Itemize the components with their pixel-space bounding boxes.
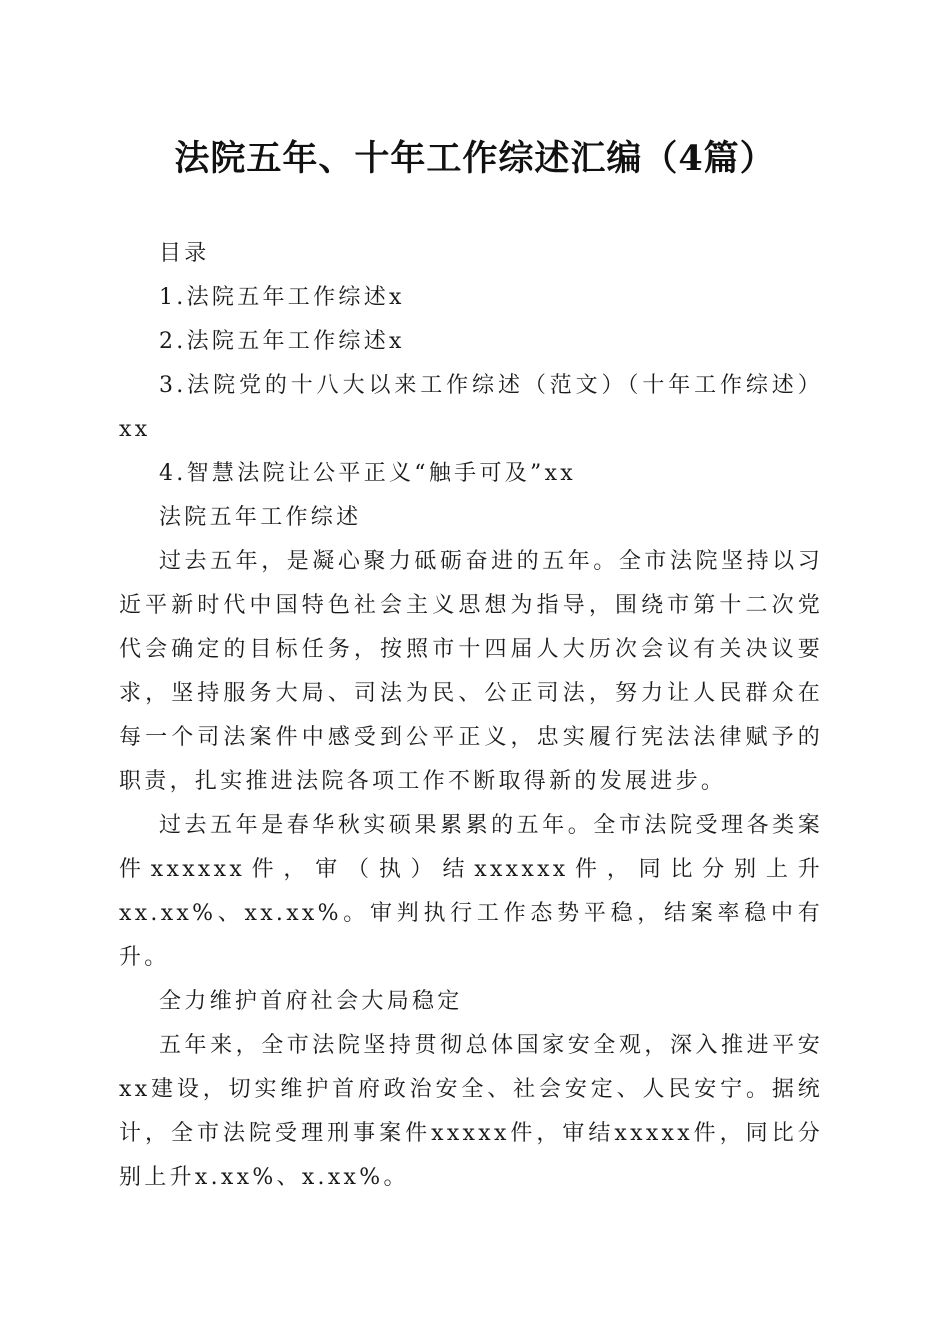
toc-item: 2.法院五年工作综述x [159,329,405,354]
document-title: 法院五年、十年工作综述汇编（4篇） [174,138,776,179]
subheading: 全力维护首府社会大局稳定 [159,989,463,1014]
paragraph: 过去五年，是凝心聚力砥砺奋进的五年。全市法院坚持以习近平新时代中国特色社会主义思想为指导，围绕市第十二次党代会确定的目标任务，按照市十四届人大历次会议有关决议要求，坚持服务大局、司法为民、公正司法，努力让人民群众在每一个司法案件中感受到公平正义，忠实履行宪法法律赋予的职责，扎实推进法院各项工作不断取得新的发展进步。 [119,549,823,794]
toc-item: 3.法院党的十八大以来工作综述（范文）（十年工作综述）xx [119,373,823,442]
document-body [119,232,823,1200]
paragraph: 五年来，全市法院坚持贯彻总体国家安全观，深入推进平安xx建设，切实维护首府政治安全、社会安定、人民安宁。据统计，全市法院受理刑事案件xxxxx件，审结xxxxx件，同比分别上升x.xx%、x.xx%。 [119,1033,823,1190]
paragraph: 过去五年是春华秋实硕果累累的五年。全市法院受理各类案件xxxxxx件，审（执）结xxxxxx件，同比分别上升xx.xx%、xx.xx%。审判执行工作态势平稳，结案率稳中有升。 [119,813,823,970]
section-title: 法院五年工作综述 [159,505,362,530]
toc-item: 1.法院五年工作综述x [159,285,405,310]
toc-heading: 目录 [159,241,210,266]
toc-item: 4.智慧法院让公平正义“触手可及”xx [159,461,576,486]
